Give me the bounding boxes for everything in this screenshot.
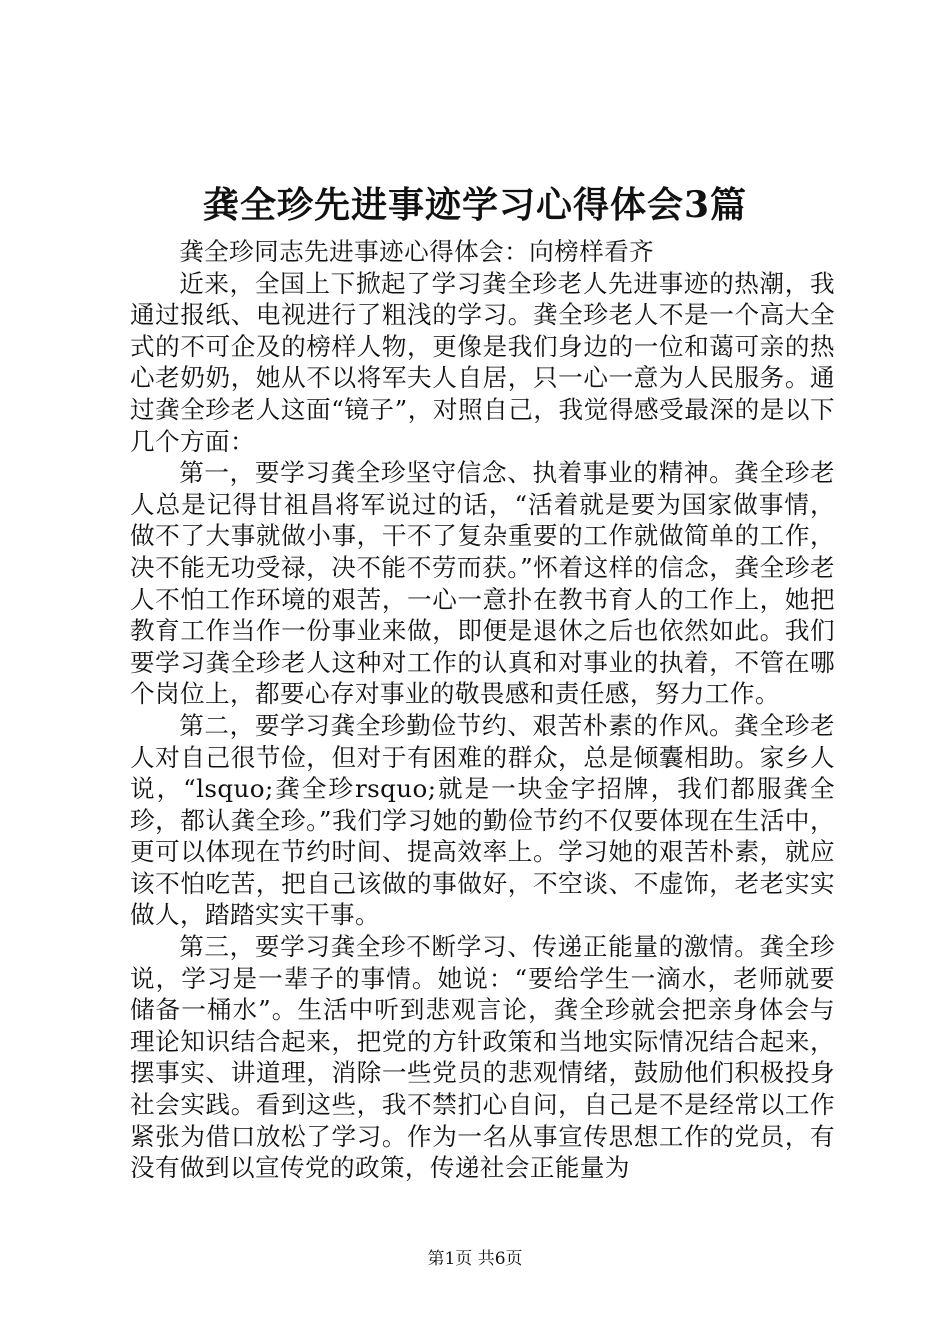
document-title: 龚全珍先进事迹学习心得体会3篇: [202, 184, 748, 226]
paragraph: 第三，要学习龚全珍不断学习、传递正能量的激情。龚全珍说，学习是一辈子的事情。她说：“要给学生一滴水，老师就要储备一桶水”。生活中听到悲观言论，龚全珍就会把亲身体会与理论知识结合起来，把党的方针政策和当地实际情况结合起来，摆事实、讲道理，消除一些党员的悲观情绪，鼓励他们积极投身社会实践。看到这些，我不禁扪心自问，自己是不是经常以工作紧张为借口放松了学习。作为一名从事宣传思想工作的党员，有没有做到以宣传党的政策，传递社会正能量为: [130, 932, 835, 1183]
paragraph: 龚全珍同志先进事迹心得体会：向榜样看齐: [179, 237, 655, 266]
paragraph: 第二，要学习龚全珍勤俭节约、艰苦朴素的作风。龚全珍老人对自己很节俭，但对于有困难的群众，总是倾囊相助。家乡人说，“lsquo;龚全珍rsquo;就是一块金字招牌，我们都服龚全珍，都认龚全珍。”我们学习她的勤俭节约不仅要体现在生活中，更可以体现在节约时间、提高效率上。学习她的艰苦朴素，就应该不怕吃苦，把自己该做的事做好，不空谈、不虚饰，老老实实做人，踏踏实实干事。: [130, 710, 835, 930]
document-body: [130, 236, 835, 1184]
paragraph: 近来，全国上下掀起了学习龚全珍老人先进事迹的热潮，我通过报纸、电视进行了粗浅的学习。龚全珍老人不是一个高大全式的不可企及的榜样人物，更像是我们身边的一位和蔼可亲的热心老奶奶，她从不以将军夫人自居，只一心一意为人民服务。通过龚全珍老人这面“镜子”，对照自己，我觉得感受最深的是以下几个方面：: [130, 268, 835, 456]
page-footer: 第1页 共6页: [427, 1249, 523, 1269]
paragraph: 第一，要学习龚全珍坚守信念、执着事业的精神。龚全珍老人总是记得甘祖昌将军说过的话，“活着就是要为国家做事情，做不了大事就做小事，干不了复杂重要的工作就做简单的工作，决不能无功受禄，决不能不劳而获。”怀着这样的信念，龚全珍老人不怕工作环境的艰苦，一心一意扑在教书育人的工作上，她把教育工作当作一份事业来做，即便是退休之后也依然如此。我们要学习龚全珍老人这种对工作的认真和对事业的执着，不管在哪个岗位上，都要心存对事业的敬畏感和责任感，努力工作。: [130, 458, 835, 709]
